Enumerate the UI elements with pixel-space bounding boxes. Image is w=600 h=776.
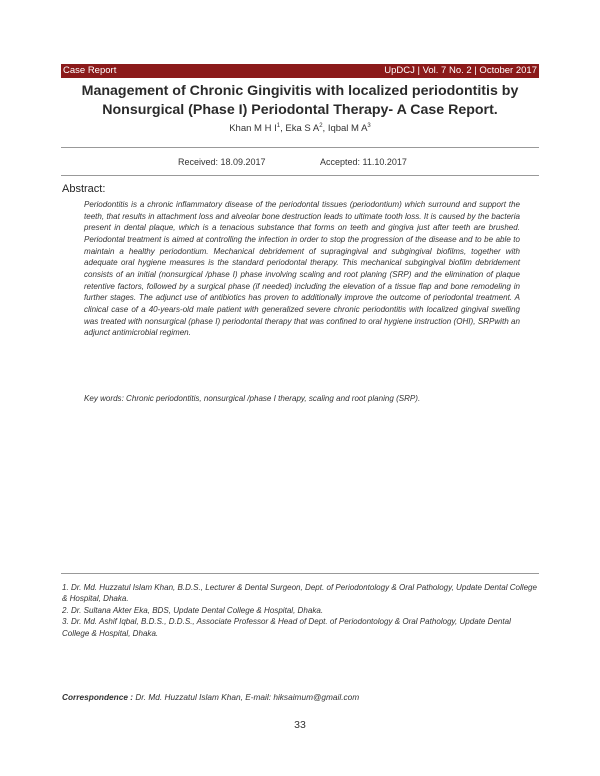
received-date: Received: 18.09.2017 (178, 157, 266, 167)
footnote-item: 2. Dr. Sultana Akter Eka, BDS, Update Dental College & Hospital, Dhaka. (62, 605, 324, 615)
author-name: Khan M H I (229, 123, 277, 134)
header-bar (61, 64, 539, 78)
keywords: Key words: Chronic periodontitis, nonsurgical /phase I therapy, scaling and root planing (SRP). (84, 394, 421, 403)
correspondence-text: Dr. Md. Huzzatul Islam Khan, E-mail: hiksaimum@gmail.com (135, 692, 360, 702)
affiliation-footnotes (62, 582, 540, 639)
accepted-date: Accepted: 11.10.2017 (320, 157, 407, 167)
correspondence-label: Correspondence : (62, 692, 133, 702)
divider (61, 147, 539, 148)
footnote-divider (61, 573, 539, 574)
abstract-heading: Abstract: (62, 183, 106, 195)
page-number: 33 (294, 719, 306, 731)
article-title: Management of Chronic Gingivitis with localized periodontitis by Nonsurgical (Phase I) Periodontal Therapy- A Case Report. (81, 83, 519, 118)
footnote-item: 3. Dr. Md. Ashif Iqbal, B.D.S., D.D.S., Associate Professor & Head of Dept. of Periodontology & Oral Pathology, Update Dental College & Hospital, Dhaka. (62, 617, 511, 638)
author-name: Iqbal M A (327, 123, 368, 134)
correspondence (62, 692, 359, 702)
author-name: Eka S A (285, 123, 320, 134)
author-affiliation-mark: 3 (367, 123, 371, 129)
author-affiliation-mark: 2 (319, 123, 323, 129)
abstract-body: Periodontitis is a chronic inflammatory disease of the periodontal tissues (periodontium) which surround and support the teeth, that results in attachment loss and alveolar bone destruction leads to ultimate tooth loss. It is caused by the bacteria present in dental plaque, which is a tenacious substance that forms on teeth and gingiva just after teeth are brushed. Periodontal treatment is aimed at controlling the infection in order to stop the progression of the disease and to be able to maintain a healthy periodontium. Mechanical debridement of supragingival and subgingival biofilms, together with adequate oral hygiene measures is the standard periodontal therapy. This mechanical subgingival biofilm debridement consists of an initial (nonsurgical /phase I) phase involving scaling and root planing (SRP) and the elimination of plaque retentive factors, followed by a surgical phase (if needed) including the elevation of a tissue flap and bone remodeling in further stages. The adjunct use of antibiotics has proven to additionally improve the outcome of periodontal treatment. A clinical case of a 40-years-old male patient with generalized severe chronic periodontitis with localized gingival swelling was treated with nonsurgical (phase I) periodontal therapy that was confined to oral hygiene instruction (OHI), SRPwith an adjunct antimicrobial regimen. (84, 200, 520, 338)
footnote-item: 1. Dr. Md. Huzzatul Islam Khan, B.D.S., Lecturer & Dental Surgeon, Dept. of Periodontology & Oral Pathology, Update Dental College & Hospital, Dhaka. (62, 583, 538, 604)
journal-info: UpDCJ | Vol. 7 No. 2 | October 2017 (384, 65, 537, 76)
author-affiliation-mark: 1 (276, 123, 281, 129)
divider (61, 175, 539, 176)
author-list: Khan M H $I^1$, Eka S $A^2$, Iqbal M $A^3$ (229, 123, 371, 134)
section-label: Case Report (63, 65, 117, 76)
